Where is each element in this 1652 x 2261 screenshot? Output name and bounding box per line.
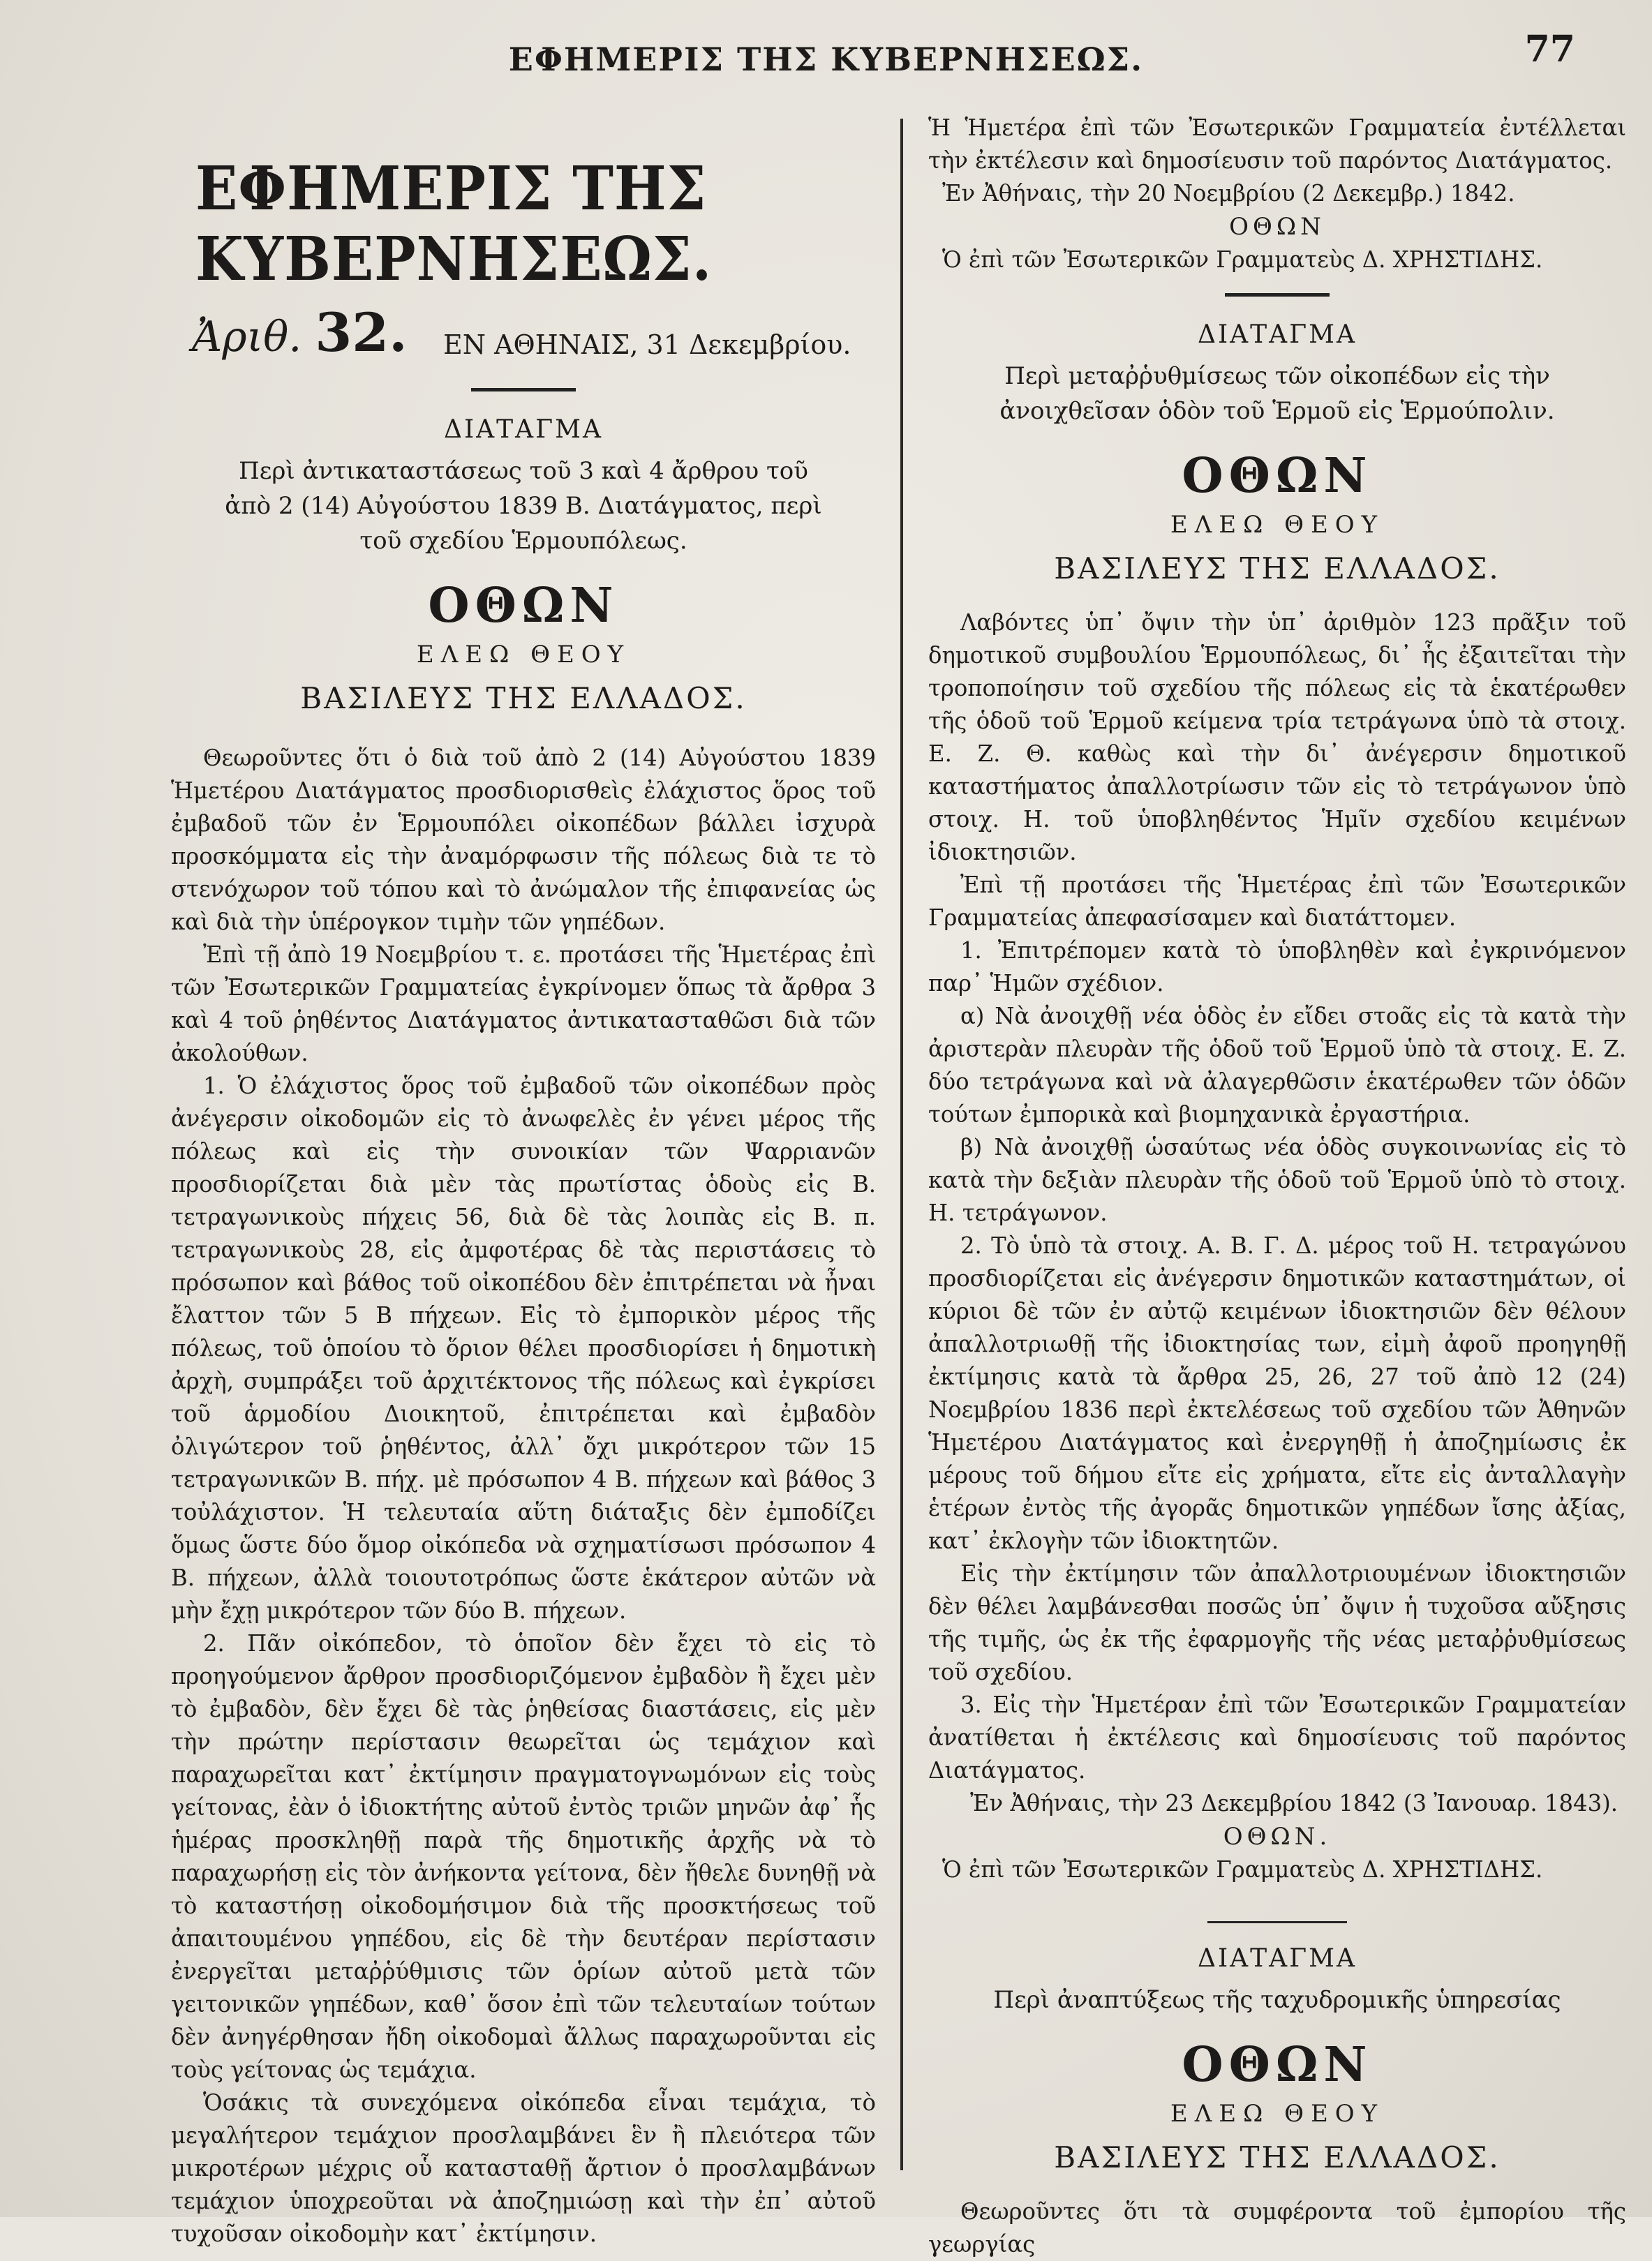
- by-grace-of-god: ΕΛΕΩ ΘΕΟΥ: [416, 641, 631, 669]
- paragraph: 2. Τὸ ὑπὸ τὰ στοιχ. Α. Β. Γ. Δ. μέρος τοῦ Η. τετραγώνου προσδιορίζεται εἰς ἀνέγερσιν δημοτικῶν καταστημάτων, οἱ κύριοι δὲ τῶν ἐν αὐτῷ κειμένων ἰδιοκτησιῶν δὲν θέλουν ἀπαλλοτριωθῇ τῆς ἰδιοκτησίας των, εἰμὴ ἀφοῦ προηγηθῇ ἐκτίμησις κατὰ τὰ ἄρθρα 25, 26, 27 τοῦ ἀπὸ 12 (24) Νοεμβρίου 1836 περὶ ἐκτελέσεως τοῦ σχεδίου τῶν Ἀθηνῶν Ἡμετέρου Διατάγματος καὶ ἐνεργηθῇ ἡ ἀποζημίωσις ἐκ μέρους τοῦ δήμου εἴτε εἰς χρήματα, εἴτε εἰς ἀνταλλαγὴν ἑτέρων ἐντὸς τῆς ἀγορᾶς δημοτικῶν γηπέδων ἴσης ἀξίας, κατ᾽ ἐκλογὴν τῶν ἰδιοκτητῶν.: [928, 1232, 1626, 1554]
- signature-date: Ἐν Ἀθήναις, τὴν 20 Νοεμβρίου (2 Δεκεμβρ.) 1842.: [942, 180, 1515, 207]
- signature-minister: Ὁ ἐπὶ τῶν Ἐσωτερικῶν Γραμματεὺς Δ. ΧΡΗΣΤΙΔΗΣ.: [942, 246, 1543, 273]
- running-head: ΕΦΗΜΕΡΙΣ ΤΗΣ ΚΥΒΕΡΝΗΣΕΩΣ.: [508, 40, 1144, 78]
- paragraph: 2. Πᾶν οἰκόπεδον, τὸ ὁποῖον δὲν ἔχει τὸ εἰς τὸ προηγούμενον ἄρθρον προσδιοριζόμενον ἐμβαδὸν ἢ ἔχει μὲν τὸ ἐμβαδὸν, δὲν ἔχει δὲ τὰς ῥηθείσας διαστάσεις, εἰς μὲν τὴν πρώτην περίστασιν θεωρεῖται ὡς τεμάχιον καὶ παραχωρεῖται κατ᾽ ἐκτίμησιν πραγματογνωμόνων εἰς τοὺς γείτονας, ἐὰν ὁ ἰδιοκτήτης αὐτοῦ ἐντὸς τριῶν μηνῶν ἀφ᾽ ἧς ἡμέρας προσκληθῇ παρὰ τῆς δημοτικῆς ἀρχῆς νὰ τὸ παραχωρήσῃ εἰς τὸν ἀνήκοντα γείτονα, δὲν ἤθελε δυνηθῇ νὰ τὸ καταστήσῃ οἰκοδομήσιμον διὰ τῆς προσκτήσεως τοῦ ἀπαιτουμένου γηπέδου, εἰς δὲ τὴν δευτέραν περίστασιν ἐνεργεῖται μεταῤῥύθμισις τῶν ὁρίων αὐτοῦ μετὰ τῶν γειτονικῶν γηπέδων, καθ᾽ ὅσον ἐπὶ τῶν τελευταίων τούτων δὲν ἀνηγέρθησαν ἤδη οἰκοδομαὶ ἄλλως παραχωροῦνται εἰς τοὺς γείτονας ὡς τεμάχια.: [171, 1630, 876, 2083]
- king-title: ΒΑΣΙΛΕΥΣ ΤΗΣ ΕΛΛΑΔΟΣ.: [1054, 2140, 1501, 2174]
- decree-subject: Περὶ ἀντικαταστάσεως τοῦ 3 καὶ 4 ἄρθρου τοῦ ἀπὸ 2 (14) Αὐγούστου 1839 Β. Διατάγματος, περὶ τοῦ σχεδίου Ἑρμουπόλεως.: [225, 457, 822, 555]
- page-number: 77: [1524, 28, 1575, 70]
- paragraph: Ἐπὶ τῇ ἀπὸ 19 Νοεμβρίου τ. ε. προτάσει τῆς Ἡμετέρας ἐπὶ τῶν Ἐσωτερικῶν Γραμματείας ἐγκρίνομεν ὅπως τὰ ἄρθρα 3 καὶ 4 τοῦ ῥηθέντος Διατάγματος ἀντικατασταθῶσι διὰ τῶν ἀκολούθων.: [171, 941, 876, 1066]
- issue-label: [192, 301, 408, 364]
- decree-subject: Περὶ μεταῤῥυθμίσεως τῶν οἰκοπέδων εἰς τὴν ἀνοιχθεῖσαν ὁδὸν τοῦ Ἑρμοῦ εἰς Ἑρμούπολιν.: [999, 362, 1555, 425]
- section-rule: [1207, 1921, 1347, 1923]
- paragraph: α) Νὰ ἀνοιχθῇ νέα ὁδὸς ἐν εἴδει στοᾶς εἰς τὰ κατὰ τὴν ἀριστερὰν πλευρὰν τῆς ὁδοῦ τοῦ Ἑρμοῦ ὑπὸ τὰ στοιχ. Ε. Ζ. δύο τετράγωνα καὶ νὰ ἀλαγερθῶσιν ἑκατέρωθεν τῶν ὁδῶν τούτων ἐμπορικὰ καὶ βιομηχανικὰ ἐργαστήρια.: [928, 1003, 1626, 1128]
- king-title: ΒΑΣΙΛΕΥΣ ΤΗΣ ΕΛΛΑΔΟΣ.: [1054, 551, 1501, 585]
- paragraph: Ἐπὶ τῇ προτάσει τῆς Ἡμετέρας ἐπὶ τῶν Ἐσωτερικῶν Γραμματείας ἀπεφασίσαμεν καὶ διατάττομεν.: [928, 872, 1626, 931]
- paragraph: Ὁσάκις τὰ συνεχόμενα οἰκόπεδα εἶναι τεμάχια, τὸ μεγαλήτερον τεμάχιον προσλαμβάνει ἓν ἢ πλειότερα τῶν μικροτέρων μέχρις οὗ κατασταθῇ ἄρτιον ὁ προσλαμβάνων τεμάχιον ὑποχρεοῦται νὰ ἀποζημιώσῃ καὶ τὴν ἐπ᾽ αὐτοῦ τυχοῦσαν οἰκοδομὴν κατ᾽ ἐκτίμησιν.: [171, 2089, 876, 2247]
- decree-heading: ΔΙΑΤΑΓΜΑ: [1197, 320, 1357, 349]
- by-grace-of-god: ΕΛΕΩ ΘΕΟΥ: [1170, 2100, 1385, 2128]
- left-column: [171, 105, 876, 2251]
- paragraph: Θεωροῦντες ὅτι ὁ διὰ τοῦ ἀπὸ 2 (14) Αὐγούστου 1839 Ἡμετέρου Διατάγματος προσδιορισθεὶς ἐλάχιστος ὅρος τοῦ ἐμβαδοῦ τῶν ἐν Ἑρμουπόλει οἰκοπέδων βάλλει ἰσχυρὰ προσκόμματα εἰς τὴν ἀναμόρφωσιν τῆς πόλεως διὰ τε τὸ στενόχωρον τοῦ τόπου καὶ τὸ ἀνώμαλον τῆς ἐπιφανείας ὡς καὶ διὰ τὴν ὑπέρογκον τιμὴν τῶν γηπέδων.: [171, 745, 876, 935]
- issue-row: [171, 294, 876, 371]
- signature-minister: Ὁ ἐπὶ τῶν Ἐσωτερικῶν Γραμματεὺς Δ. ΧΡΗΣΤΙΔΗΣ.: [942, 1856, 1543, 1883]
- paragraph: 1. Ὁ ἐλάχιστος ὅρος τοῦ ἐμβαδοῦ τῶν οἰκοπέδων πρὸς ἀνέγερσιν οἰκοδομῶν εἰς τὸ ἀνωφελὲς ἐν γένει μέρος τῆς πόλεως καὶ εἰς τὴν συνοικίαν τῶν Ψαρριανῶν προσδιορίζεται διὰ μὲν τὰς πρωτίστας ὁδοὺς εἰς Β. τετραγωνικοὺς πήχεις 56, διὰ δὲ τὰς λοιπὰς εἰς Β. π. τετραγωνικοὺς 28, εἰς ἀμφοτέρας δὲ τὰς περιστάσεις τὸ πρόσωπον καὶ βάθος τοῦ οἰκοπέδου δὲν ἐπιτρέπεται νὰ ἦναι ἔλαττον τῶν 5 Β πήχεων. Εἰς τὸ ἐμπορικὸν μέρος τῆς πόλεως, τοῦ ὁποίου τὸ ὅριον θέλει προσδιορίσει ἡ δημοτικὴ ἀρχὴ, συμπράξει τοῦ ἀρχιτέκτονος τῆς πόλεως καὶ ἐγκρίσει τοῦ ἁρμοδίου Διοικητοῦ, ἐπιτρέπεται καὶ ἐμβαδὸν ὀλιγώτερον τοῦ ῥηθέντος, ἀλλ᾽ ὄχι μικρότερον τῶν 15 τετραγωνικῶν Β. πήχ. μὲ πρόσωπον 4 Β. πήχεων καὶ βάθος 3 τοὐλάχιστον. Ἡ τελευταία αὕτη διάταξις δὲν ἐμποδίζει ὅμως ὥστε δύο ὅμορ οἰκόπεδα νὰ σχηματίσωσι πρόσωπον 4 Β. πήχεων, ἀλλὰ τοιουτοτρόπως ὥστε ἑκάτερον αὐτῶν νὰ μὴν ἔχῃ μικρότερον τῶν δύο Β. πήχεων.: [171, 1073, 876, 1624]
- short-rule: [471, 388, 576, 391]
- signature-date: Ἐν Ἀθήναις, τὴν 23 Δεκεμβρίου 1842 (3 Ἰανουαρ. 1843).: [970, 1790, 1618, 1816]
- paragraph: 1. Ἐπιτρέπομεν κατὰ τὸ ὑποβληθὲν καὶ ἐγκρινόμενον παρ᾽ Ἡμῶν σχέδιον.: [928, 937, 1626, 997]
- right-column: [900, 105, 1626, 2261]
- paragraph: Λαβόντες ὑπ᾽ ὄψιν τὴν ὑπ᾽ ἀριθμὸν 123 πρᾶξιν τοῦ δημοτικοῦ συμβουλίου Ἑρμουπόλεως, δι᾽ ἧς ἐξαιτεῖται τὴν τροποποίησιν τοῦ σχεδίου τῆς πόλεως εἰς τὰ ἑκατέρωθεν τῆς ὁδοῦ τοῦ Ἑρμοῦ κείμενα τρία τετράγωνα ὑπὸ τὰ στοιχ. Ε. Ζ. Θ. καθὼς καὶ τὴν δι᾽ ἀνέγερσιν δημοτικοῦ καταστήματος ἀπαλλοτρίωσιν τῶν εἰς τὸ τετράγωνον ὑπὸ στοιχ. Η. τοῦ ὑποβληθέντος Ἡμῖν σχεδίου κειμένων ἰδιοκτησιῶν.: [928, 609, 1626, 865]
- signature-king: ΟΘΩΝ.: [1223, 1823, 1332, 1851]
- masthead: ΕΦΗΜΕΡΙΣ ΤΗΣ ΚΥΒΕΡΝΗΣΕΩΣ.: [195, 154, 713, 294]
- paragraph: Θεωροῦντες ὅτι τὰ συμφέροντα τοῦ ἐμπορίου τῆς γεωργίας: [928, 2198, 1626, 2258]
- king-name: ΟΘΩΝ: [428, 578, 619, 634]
- issue-prefix: Ἀριθ.: [192, 313, 302, 361]
- paragraph: 3. Εἰς τὴν Ἡμετέραν ἐπὶ τῶν Ἐσωτερικῶν Γραμματείαν ἀνατίθεται ἡ ἐκτέλεσις καὶ δημοσίευσις τοῦ παρόντος Διατάγματος.: [928, 1692, 1626, 1784]
- paragraph: Ἡ Ἡμετέρα ἐπὶ τῶν Ἐσωτερικῶν Γραμματεία ἐντέλλεται τὴν ἐκτέλεσιν καὶ δημοσίευσιν τοῦ παρόντος Διατάγματος.: [928, 114, 1626, 174]
- decree-heading: ΔΙΑΤΑΓΜΑ: [443, 415, 604, 444]
- king-name: ΟΘΩΝ: [1182, 2037, 1373, 2093]
- issue-number: 32.: [315, 301, 408, 364]
- short-rule: [1225, 293, 1330, 297]
- king-title: ΒΑΣΙΛΕΥΣ ΤΗΣ ΕΛΛΑΔΟΣ.: [300, 681, 747, 715]
- decree-heading: ΔΙΑΤΑΓΜΑ: [1197, 1944, 1357, 1973]
- decree-subject: Περὶ ἀναπτύξεως τῆς ταχυδρομικῆς ὑπηρεσίας: [993, 1986, 1561, 2014]
- paragraph: β) Νὰ ἀνοιχθῇ ὡσαύτως νέα ὁδὸς συγκοινωνίας εἰς τὸ κατὰ τὴν δεξιὰν πλευρὰν τῆς ὁδοῦ τοῦ Ἑρμοῦ ὑπὸ τὸ στοιχ. Η. τετράγωνον.: [928, 1134, 1626, 1226]
- dateline: ΕΝ ΑΘΗΝΑΙΣ, 31 Δεκεμβρίου.: [443, 329, 851, 360]
- by-grace-of-god: ΕΛΕΩ ΘΕΟΥ: [1170, 511, 1385, 539]
- king-name: ΟΘΩΝ: [1182, 448, 1373, 504]
- signature-king: ΟΘΩΝ: [1229, 213, 1325, 241]
- paragraph: Εἰς τὴν ἐκτίμησιν τῶν ἀπαλλοτριουμένων ἰδιοκτησιῶν δὲν θέλει λαμβάνεσθαι ποσῶς ὑπ᾽ ὄψιν ἡ τυχοῦσα αὔξησις τῆς τιμῆς, ὡς ἐκ τῆς ἐφαρμογῆς τῆς νέας μεταῤῥυθμίσεως τοῦ σχεδίου.: [928, 1560, 1626, 1685]
